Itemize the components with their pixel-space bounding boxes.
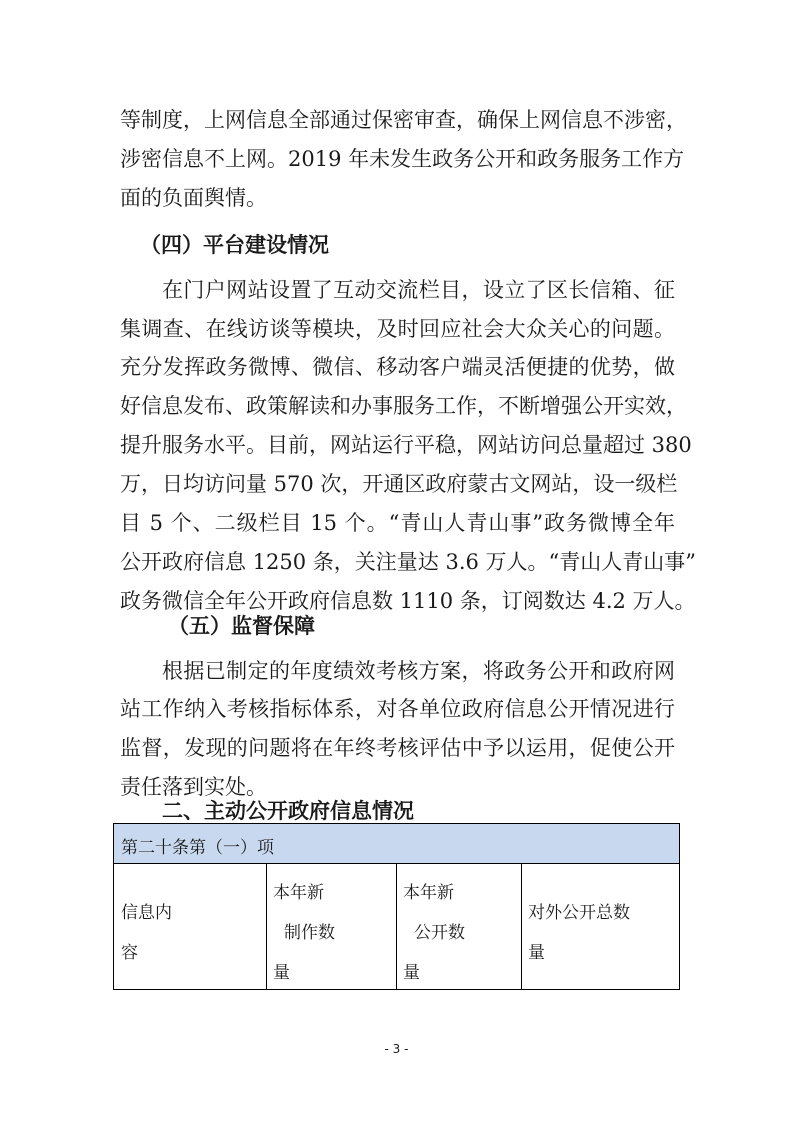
paragraph-line: 集调查、在线访谈等模块，及时回应社会大众关心的问题。	[120, 317, 675, 341]
paragraph-line: 万，日均访问量 570 次，开通区政府蒙古文网站，设一级栏	[120, 472, 678, 496]
header-cell-new-made-l2: 制作数	[284, 923, 335, 943]
header-cell-new-made-l3: 量	[273, 963, 290, 983]
paragraph-line: 政务微信全年公开政府信息数 1110 条，订阅数达 4.2 万人。	[120, 589, 696, 613]
section-heading-2: 二、主动公开政府信息情况	[162, 799, 414, 823]
paragraph-line: 根据已制定的年度绩效考核方案，将政务公开和政府网	[162, 659, 675, 683]
header-cell-total-l1: 对外公开总数	[528, 903, 630, 923]
paragraph-line: 好信息发布、政策解读和办事服务工作，不断增强公开实效，	[120, 394, 687, 418]
header-cell-info-content-l2: 容	[121, 943, 138, 963]
section-heading-5: （五）监督保障	[168, 614, 315, 638]
header-cell-new-published-l3: 量	[403, 963, 420, 983]
paragraph-line: 公开政府信息 1250 条，关注量达 3.6 万人。“青山人青山事”	[120, 550, 697, 574]
paragraph-line: 面的负面舆情。	[120, 186, 267, 210]
page-number: - 3 -	[384, 1042, 409, 1056]
paragraph-line: 责任落到实处。	[120, 775, 267, 799]
paragraph-line: 监督，发现的问题将在年终考核评估中予以运用，促使公开	[120, 736, 675, 760]
header-cell-new-published-l1: 本年新	[403, 883, 454, 903]
table-title-row	[114, 824, 679, 864]
paragraph-line: 站工作纳入考核指标体系，对各单位政府信息公开情况进行	[120, 697, 675, 721]
section-heading-4: （四）平台建设情况	[140, 233, 329, 257]
header-cell-new-published-l2: 公开数	[414, 923, 465, 943]
paragraph-line: 充分发挥政务微博、微信、移动客户端灵活便捷的优势，做	[120, 355, 675, 379]
column-divider	[266, 864, 267, 989]
paragraph-line: 提升服务水平。目前，网站运行平稳，网站访问总量超过 380	[120, 433, 692, 457]
paragraph-line: 等制度，上网信息全部通过保密审查，确保上网信息不涉密，	[120, 108, 687, 132]
paragraph-line: 目 5 个、二级栏目 15 个。“青山人青山事”政务微博全年	[120, 511, 675, 535]
header-cell-total-l2: 量	[528, 943, 545, 963]
info-table	[113, 823, 680, 990]
table-title: 第二十条第（一）项	[121, 838, 274, 858]
paragraph-line: 涉密信息不上网。2019 年未发生政务公开和政务服务工作方	[120, 147, 685, 171]
paragraph-line: 在门户网站设置了互动交流栏目，设立了区长信箱、征	[162, 278, 675, 302]
column-divider	[521, 864, 522, 989]
column-divider	[396, 864, 397, 989]
header-cell-info-content-l1: 信息内	[121, 903, 172, 923]
header-cell-new-made-l1: 本年新	[273, 883, 324, 903]
